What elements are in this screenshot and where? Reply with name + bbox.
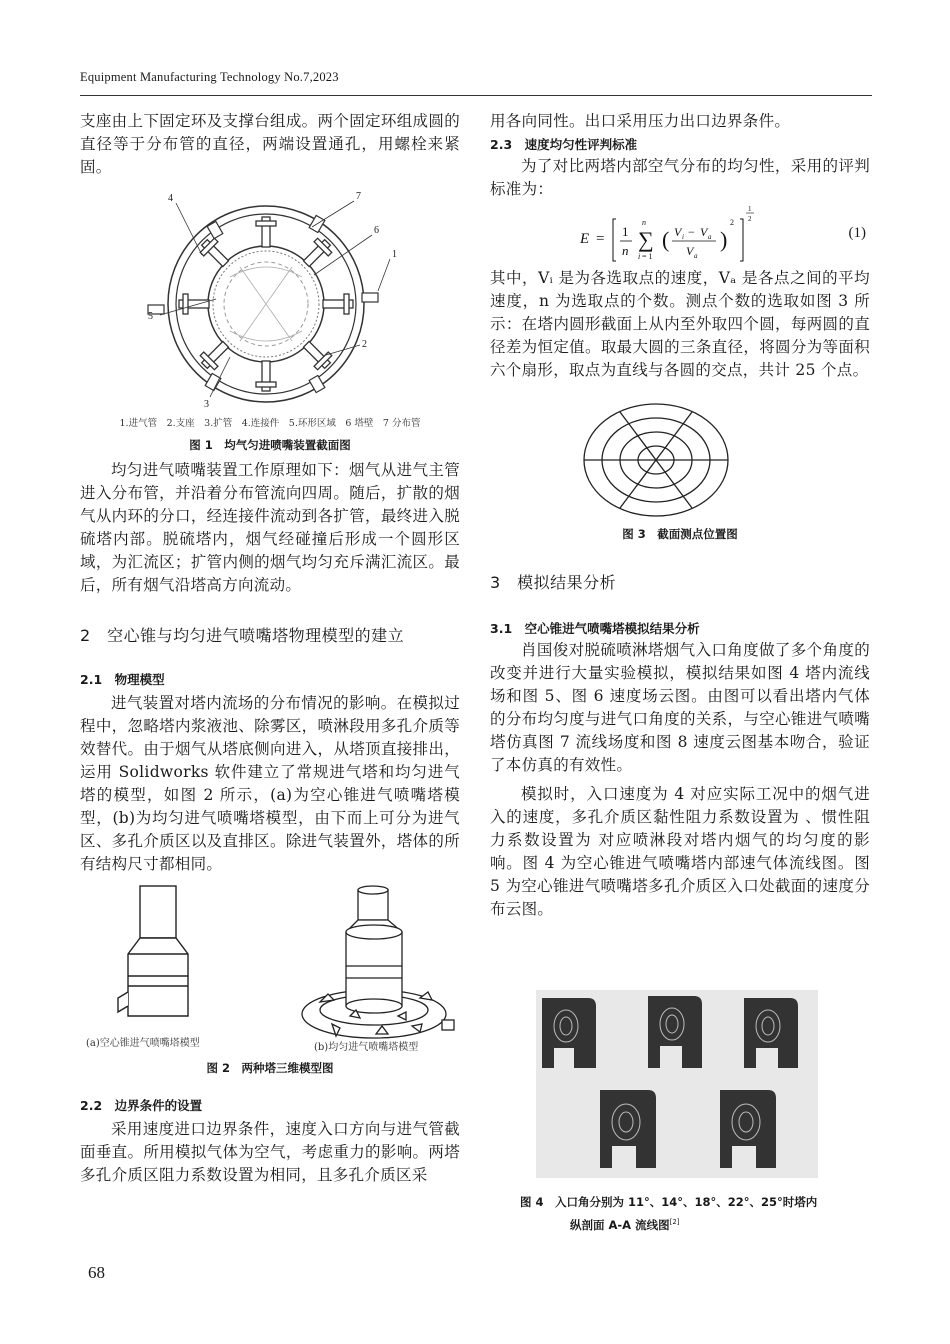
streamline-plots: [536, 990, 818, 1178]
callout-1: 1: [392, 249, 397, 260]
paragraph-continued: 用各向同性。出口采用压力出口边界条件。: [490, 112, 791, 130]
left-column: [80, 110, 460, 1187]
svg-text:1: 1: [748, 205, 752, 213]
figure-4-caption-line1: 图 4 入口角分别为 11°、14°、18°、22°、25°时塔内: [520, 1195, 818, 1209]
svg-text:i: i: [682, 233, 684, 241]
figure-1: [80, 187, 460, 409]
section-2-title: 2 空心锥与均匀进气喷嘴塔物理模型的建立: [80, 626, 405, 645]
svg-text:= 1: = 1: [642, 252, 653, 261]
svg-text:V: V: [700, 225, 708, 239]
figure-3-caption: 图 3 截面测点位置图: [622, 527, 738, 541]
callout-6: 6: [374, 225, 379, 236]
paragraph-xiao: 肖国俊对脱硫喷淋塔烟气入口角度做了多个角度的改变并进行大量实验模拟，模拟结果如图 4 塔内流线场和图 5、图 6 速度场云图。由图可以看出塔内气体的分布均匀度与进气口角度的关系，与空心锥进气喷嘴塔仿真图 7 流线场度和图 8 速度云图基本吻合，验证了本仿真的有效性。: [490, 641, 870, 774]
svg-text:−: −: [688, 225, 695, 239]
right-column: [490, 110, 870, 1232]
svg-text:E: E: [580, 231, 590, 247]
svg-text:(: (: [662, 227, 670, 252]
header-rule: [80, 95, 872, 96]
figure-4-caption: [520, 1192, 860, 1235]
paragraph-where: 其中，Vᵢ 是为各选取点的速度，Vₐ 是各点之间的平均速度，n 为选取点的个数。测点个数的选取如图 3 所示：在塔内圆形截面上从内至外取四个圆，每两圆的直径差为恒定值。取最大圆的三条直径，将圆分为等面积六个扇形，取点为直线与各圆的交点，共计 25 个点。: [490, 269, 870, 379]
figure-2a-label: (a)空心锥进气喷嘴塔模型: [86, 1038, 200, 1049]
svg-text:2: 2: [748, 215, 752, 223]
page-number: 68: [88, 1263, 105, 1282]
figure-2b-label: (b)均匀进气喷嘴塔模型: [314, 1042, 419, 1053]
svg-text:1: 1: [622, 224, 629, 239]
callout-7: 7: [356, 191, 361, 202]
figure-4-ref: [2]: [669, 1218, 680, 1226]
svg-text:V: V: [674, 225, 682, 239]
svg-text:a: a: [708, 233, 712, 241]
equation-1-formula: [580, 201, 880, 267]
paragraph-model: 进气装置对塔内流场的分布情况的影响。在模拟过程中，忽略塔内浆液池、除雾区，喷淋段用多孔介质等效替代。由于烟气从塔底侧向进入，从塔顶直接排出，运用 Solidworks 软件建立了常规进气塔和均匀进气塔的模型，如图 2 所示，(a)为空心锥进气喷嘴塔模型，(b)为均匀进气喷嘴塔模型，由下而上可分为进气区、多孔介质区以及直排区。除进气装置外，塔体的所有结构尺寸都相同。: [80, 694, 460, 873]
subsection-3-1-title: 3.1 空心锥进气喷嘴塔模拟结果分析: [490, 621, 700, 636]
paragraph-principle: 均匀进气喷嘴装置工作原理如下：烟气从进气主管进入分布管，并沿着分布管流向四周。随后，扩散的烟气从内环的分口，经连接件流动到各扩管，最终进入脱硫塔内部。脱硫塔内，烟气经碰撞后形成一个圆形区域，为汇流区；扩管内侧的烟气均匀充斥满汇流区。最后，所有烟气沿塔高方向流动。: [80, 461, 460, 594]
subsection-2-1-title: 2.1 物理模型: [80, 672, 165, 687]
measurement-points-diagram: [490, 398, 870, 524]
callout-3: 3: [204, 399, 209, 409]
paragraph-simulation: 模拟时，入口速度为 4 对应实际工况中的烟气进入的速度，多孔介质区黏性阻力系数设置为 、惯性阻力系数设置为 对应喷淋段对塔内烟气的均匀度的影响。图 4 为空心锥进气喷嘴塔内部速气体流线图。图 5 为空心锥进气喷嘴塔多孔介质区入口处截面的速度分布云图。: [490, 785, 870, 918]
figure-4-streamlines: [536, 990, 818, 1178]
figure-1-caption: 图 1 均气匀进喷嘴装置截面图: [189, 438, 351, 452]
paragraph-criterion: 为了对比两塔内部空气分布的均匀性，采用的评判标准为：: [490, 157, 870, 198]
figure-3: [490, 398, 870, 524]
svg-text:i: i: [638, 252, 641, 261]
figure-1-legend: 1.进气管 2.支座 3.扩管 4.连接件 5.环形区域 6 塔壁 7 分布管: [119, 418, 421, 429]
journal-header: Equipment Manufacturing Technology No.7,2023: [80, 70, 339, 84]
subsection-2-2-title: 2.2 边界条件的设置: [80, 1098, 203, 1113]
nozzle-cross-section-diagram: [80, 187, 460, 409]
paragraph-boundary: 采用速度进口边界条件，速度入口方向与进气管截面垂直。所用模拟气体为空气，考虑重力的影响。两塔多孔介质区阻力系数设置为相同，且多孔介质区采: [80, 1120, 460, 1184]
callout-5: 5: [148, 311, 153, 322]
tower-models-diagram: [80, 884, 460, 1054]
callout-4: 4: [168, 193, 173, 204]
svg-text:n: n: [642, 218, 646, 227]
svg-text:2: 2: [730, 218, 734, 227]
callout-2: 2: [362, 339, 367, 350]
svg-text:=: =: [596, 231, 605, 247]
figure-2-caption: 图 2 两种塔三维模型图: [206, 1061, 334, 1075]
svg-text:∑: ∑: [638, 227, 654, 252]
svg-text:V: V: [686, 244, 694, 258]
equation-1-number: (1): [848, 225, 866, 241]
subsection-2-3-title: 2.3 速度均匀性评判标准: [490, 137, 638, 152]
svg-text:n: n: [622, 243, 629, 258]
figure-2: [80, 884, 460, 1054]
svg-text:): ): [720, 227, 728, 252]
svg-text:a: a: [694, 252, 698, 260]
paragraph-support: 支座由上下固定环及支撑台组成。两个固定环组成圆的直径等于分布管的直径，两端设置通孔，用螺栓来紧固。: [80, 112, 460, 176]
equation-1: [490, 201, 870, 267]
figure-4-caption-line2: 纵剖面 A-A 流线图: [570, 1217, 670, 1232]
section-3-title: 3 模拟结果分析: [490, 573, 617, 592]
